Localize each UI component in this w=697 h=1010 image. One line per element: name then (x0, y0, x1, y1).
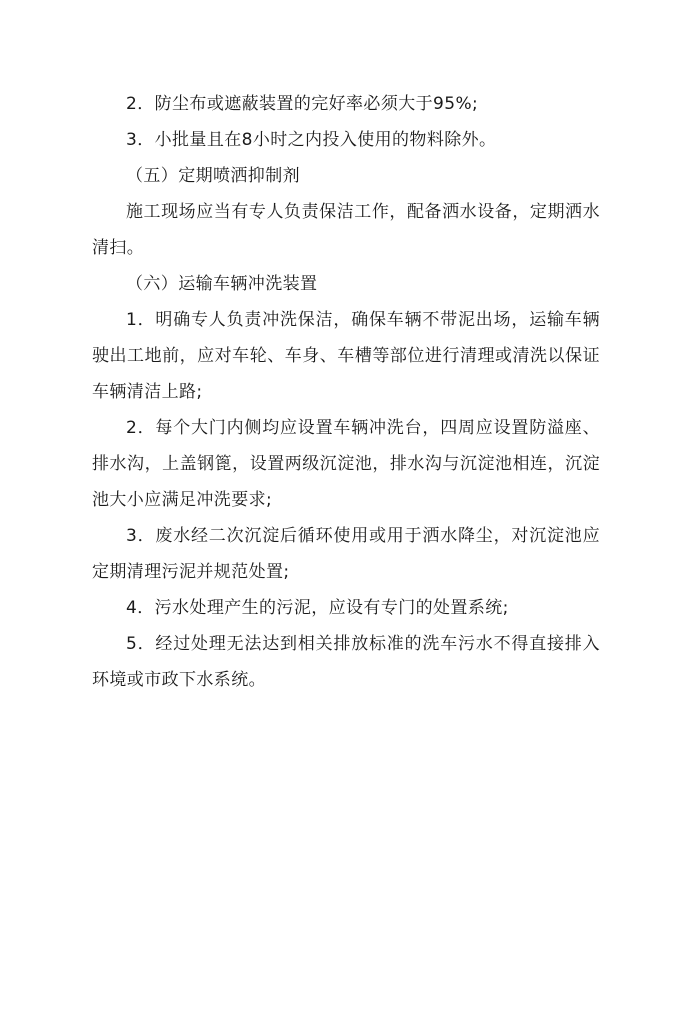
list-item-sludge-disposal: 4．污水处理产生的污泥，应设有专门的处置系统; (126, 598, 509, 618)
list-item-wash-platform: 2．每个大门内侧均应设置车辆冲洗台，四周应设置防溢座、排水沟，上盖钢篦，设置两级沉淀池，排水沟与沉淀池相连，沉淀池大小应满足冲洗要求; (92, 418, 600, 510)
list-item-dust-cloth-rate: 2．防尘布或遮蔽装置的完好率必须大于95%; (126, 94, 479, 114)
paragraph-site-cleaning: 施工现场应当有专人负责保洁工作，配备洒水设备，定期洒水清扫。 (92, 202, 600, 258)
list-item-assign-washing-staff: 1．明确专人负责冲洗保洁，确保车辆不带泥出场，运输车辆驶出工地前，应对车轮、车身、车槽等部位进行清理或清洗以保证车辆清洁上路; (92, 310, 600, 402)
list-item-small-batch-exception: 3．小批量且在8小时之内投入使用的物料除外。 (126, 130, 497, 150)
section-heading-vehicle-washing: （六）运输车辆冲洗装置 (126, 274, 318, 294)
section-heading-spray-suppressant: （五）定期喷洒抑制剂 (126, 166, 300, 186)
list-item-discharge-standard: 5．经过处理无法达到相关排放标准的洗车污水不得直接排入环境或市政下水系统。 (92, 634, 600, 690)
list-item-wastewater-recycling: 3．废水经二次沉淀后循环使用或用于洒水降尘，对沉淀池应定期清理污泥并规范处置; (92, 526, 600, 582)
document-body (92, 86, 600, 698)
